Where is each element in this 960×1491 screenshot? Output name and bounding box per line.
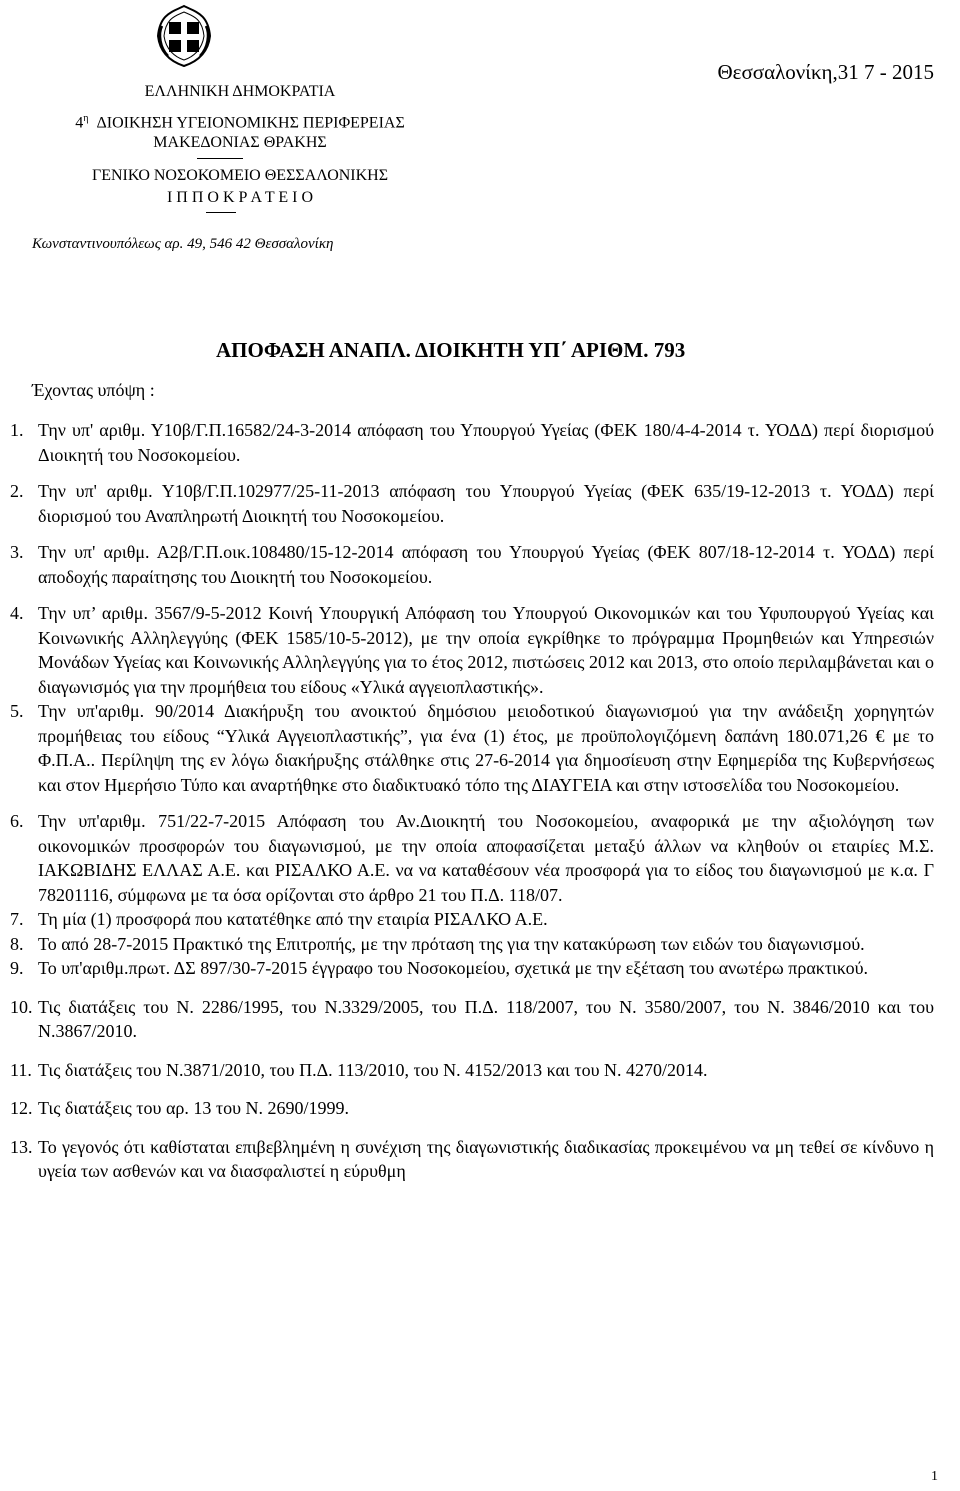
considering-label: Έχοντας υπόψη :	[32, 380, 155, 400]
header-hospital-name: Ι Π Π Ο Κ Ρ Α Τ Ε Ι Ο	[166, 189, 314, 206]
header-country: ΕΛΛΗΝΙΚΗ ΔΗΜΟΚΡΑΤΙΑ	[144, 83, 336, 100]
list-item: 8. Το από 28-7-2015 Πρακτικό της Επιτροπής, με την πρόταση της για την κατακύρωση των ειδών του διαγωνισμού.	[10, 933, 865, 954]
list-item: 2. Την υπ' αριθμ. Υ10β/Γ.Π.102977/25-11-2013 απόφαση του Υπουργού Υγείας (ΦΕΚ 635/19-12-2013 τ. ΥΟΔΔ) περί διορισμού του Αναπληρωτή Διοικητή του Νοσοκομείου.	[10, 481, 934, 526]
list-item: 13. Το γεγονός ότι καθίσταται επιβεβλημένη η συνέχιση της διαγωνιστικής διαδικασίας προκειμένου να μη τεθεί σε κίνδυνο η υγεία των ασθενών και να διασφαλιστεί η εύρυθμη	[10, 1136, 934, 1181]
header-divider	[197, 158, 243, 159]
decision-title: ΑΠΟΦΑΣΗ ΑΝΑΠΛ. ΔΙΟΙΚΗΤΗ ΥΠ΄ ΑΡΙΘΜ. 793	[216, 338, 686, 362]
list-item: 5. Την υπ'αριθμ. 90/2014 Διακήρυξη του ανοικτού δημόσιου μειοδοτικού διαγωνισμού για την ανάδειξη χορηγητών προμήθειας του είδους “Υλικά Αγγειοπλαστικής”, για ένα (1) έτος, με προϋπολογιζόμενη δαπάνη 180.071,26 € με το Φ.Π.Α.. Περίληψη της εν λόγω διακήρυξης στάλθηκε στις 27-6-2014 για δημοσίευση στην Εφημερίδα της Κυβερνήσεως και στον Ημερήσιο Τύπο και αναρτήθηκε στο διαδικτυακό τόπο της ΔΙΑΥΓΕΙΑ και στην ιστοσελίδα του Νοσοκομείου.	[10, 701, 934, 795]
hospital-address: Κωνσταντινουπόλεως αρ. 49, 546 42 Θεσσαλονίκη	[32, 236, 334, 252]
list-item: 3. Την υπ' αριθμ. Α2β/Γ.Π.οικ.108480/15-12-2014 απόφαση του Υπουργού Υγείας (ΦΕΚ 807/18-12-2014 τ. ΥΟΔΔ) περί αποδοχής παραίτησης του Διοικητή του Νοσοκομείου.	[10, 542, 934, 587]
document-date: Θεσσαλονίκη,31 7 - 2015	[717, 60, 934, 84]
header-region: ΜΑΚΕΔΟΝΙΑΣ ΘΡΑΚΗΣ	[153, 134, 327, 151]
header-health-region: $4^\eta$ ΔΙΟΙΚΗΣΗ ΥΓΕΙΟΝΟΜΙΚΗΣ ΠΕΡΙΦΕΡΕΙΑΣ	[75, 113, 405, 132]
list-item: 10. Τις διατάξεις του Ν. 2286/1995, του Ν.3329/2005, του Π.Δ. 118/2007, του Ν. 3580/2007, του Ν. 3846/2010 και του Ν.3867/2010.	[10, 996, 934, 1041]
list-item: 7. Τη μία (1) προσφορά που κατατέθηκε από την εταιρία ΡΙΣΑΛΚΟ Α.Ε.	[10, 909, 548, 929]
page-number: 1	[931, 1469, 938, 1484]
list-item: 1. Την υπ' αριθμ. Υ10β/Γ.Π.16582/24-3-2014 απόφαση του Υπουργού Υγείας (ΦΕΚ 180/4-4-2014 τ. ΥΟΔΔ) περί διορισμού Διοικητή του Νοσοκομείου.	[10, 420, 934, 465]
header-divider	[206, 212, 236, 213]
considerations-list	[10, 410, 934, 1184]
header-hospital: ΓΕΝΙΚΟ ΝΟΣΟΚΟΜΕΙΟ ΘΕΣΣΑΛΟΝΙΚΗΣ	[91, 167, 389, 184]
list-item: 11. Τις διατάξεις του Ν.3871/2010, του Π.Δ. 113/2010, του Ν. 4152/2013 και του Ν. 4270/2014.	[10, 1059, 708, 1080]
list-item: 9. Το υπ'αριθμ.πρωτ. ΔΣ 897/30-7-2015 έγγραφο του Νοσοκομείου, σχετικά με την εξέταση του ανωτέρω πρακτικού.	[10, 958, 868, 978]
list-item: 6. Την υπ'αριθμ. 751/22-7-2015 Απόφαση του Αν.Διοικητή του Νοσοκομείου, αναφορικά με την αξιολόγηση των οικονομικών προσφορών του διαγωνισμού, με την οποία αποφασίζεται μεταξύ άλλων να κληθούν οι εταιρίες Μ.Σ. ΙΑΚΩΒΙΔΗΣ ΕΛΛΑΣ Α.Ε. και ΡΙΣΑΛΚΟ Α.Ε. να να καταθέσουν νέα προσφορά για το είδος του διαγωνισμού με κ.α. Γ 78201116, σύμφωνα με τα όσα ορίζονται στο άρθρο 21 του Π.Δ. 118/07.	[10, 811, 934, 905]
greek-coat-of-arms-emblem	[152, 4, 216, 68]
list-item: 4. Την υπ’ αριθμ. 3567/9-5-2012 Κοινή Υπουργική Απόφαση του Υπουργού Οικονομικών και του Υφυπουργού Υγείας και Κοινωνικής Αλληλεγγύης (ΦΕΚ 1585/10-5-2012), με την οποία εγκρίθηκε το πρόγραμμα Προμηθειών και Υπηρεσιών Μονάδων Υγείας και Κοινωνικής Αλληλεγγύης για το έτος 2012, πιστώσεις 2012 και 2013, στο οποίο περιλαμβάνεται και ο διαγωνισμός για την προμήθεια του είδους «Υλικά αγγειοπλαστικής».	[10, 603, 934, 697]
list-item: 12. Τις διατάξεις του αρ. 13 του Ν. 2690/1999.	[10, 1098, 350, 1118]
